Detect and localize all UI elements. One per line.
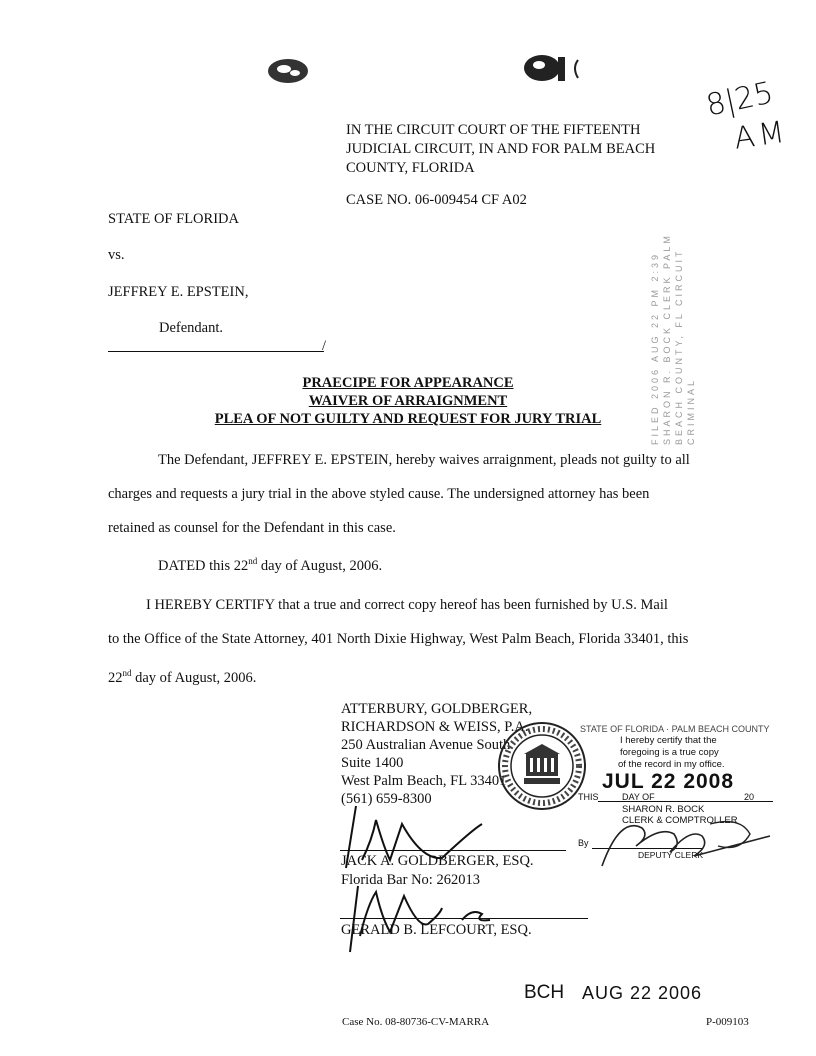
cert-date-end: day of August, 2006. — [131, 669, 257, 686]
attorney-bar-number: Florida Bar No: 262013 — [341, 872, 480, 888]
stamp-clerk-title: CLERK & COMPTROLLER — [622, 815, 738, 826]
stamp-by-label: By — [578, 838, 589, 848]
plaintiff-name: STATE OF FLORIDA — [108, 211, 239, 227]
firm-address: 250 Australian Avenue South — [341, 737, 511, 753]
firm-phone: (561) 659-8300 — [341, 791, 432, 807]
title-praecipe: PRAECIPE FOR APPEARANCE — [302, 375, 514, 391]
certificate-line-date — [108, 656, 728, 695]
certificate-line: I HEREBY CERTIFY that a true and correct copy hereof has been furnished by U.S. Mail — [146, 597, 668, 613]
caption-rule — [108, 351, 324, 352]
dated-line — [158, 556, 382, 575]
paragraph-line: charges and requests a jury trial in the above styled cause. The undersigned attorney has been — [108, 486, 650, 502]
dated-sup: nd — [248, 556, 258, 566]
certificate-line: to the Office of the State Attorney, 401 North Dixie Highway, West Palm Beach, Florida 33401, this — [108, 631, 689, 647]
stamp-clerk-name: SHARON R. BOCK — [622, 804, 705, 815]
case-number: CASE NO. 06-009454 CF A02 — [346, 192, 527, 208]
versus-label: vs. — [108, 247, 125, 263]
received-initials: BCH — [524, 982, 565, 1003]
title-waiver: WAIVER OF ARRAIGNMENT — [308, 393, 508, 409]
attorney-name-1: JACK A. GOLDBERGER, ESQ. — [341, 853, 534, 869]
attorney-signature-2 — [332, 874, 512, 954]
signature-rule-2 — [340, 918, 588, 919]
firm-suite: Suite 1400 — [341, 755, 404, 771]
attorney-name-2: GERALD B. LEFCOURT, ESQ. — [341, 922, 532, 938]
clerk-signature — [590, 806, 780, 876]
paragraph-waiver — [108, 443, 718, 545]
cert-date-sup: nd — [122, 668, 132, 678]
handwritten-annotation-date: 8|25 — [703, 75, 777, 124]
certified-copy-stamp — [580, 723, 770, 771]
stamp-this-label: THIS — [578, 792, 599, 802]
stamp-day-of: DAY OF — [622, 792, 655, 802]
paragraph-line: retained as counsel for the Defendant in this case. — [108, 520, 396, 536]
defendant-label: Defendant. — [159, 320, 224, 336]
stamp-line2: foregoing is a true copy — [620, 747, 719, 758]
stamp-state: STATE OF FLORIDA · PALM BEACH COUNTY — [580, 724, 770, 734]
footer-page-id: P-009103 — [706, 1016, 749, 1028]
dated-text-end: day of August, 2006. — [257, 557, 383, 574]
smudge-mark-right — [522, 52, 590, 84]
smudge-mark-left — [266, 56, 312, 86]
court-seal — [496, 720, 588, 812]
firm-name-line1: ATTERBURY, GOLDBERGER, — [341, 701, 533, 717]
title-plea: PLEA OF NOT GUILTY AND REQUEST FOR JURY TRIAL — [214, 411, 602, 427]
certificate-of-service — [108, 588, 728, 695]
footer-case-number: Case No. 08-80736-CV-MARRA — [342, 1016, 490, 1028]
stamp-line3: of the record in my office. — [618, 759, 725, 770]
filed-stamp: FILED 2006 AUG 22 PM 2:39 SHARON R. BOCK CLERK PALM BEACH COUNTY, FL CIRCUIT CRIMINAL — [650, 233, 696, 445]
cert-date-text: 22 — [108, 669, 123, 686]
court-heading-line3: COUNTY, FLORIDA — [346, 160, 475, 176]
handwritten-annotation-am: AM — [731, 114, 791, 157]
court-heading-line2: JUDICIAL CIRCUIT, IN AND FOR PALM BEACH — [346, 141, 656, 157]
caption-slash: / — [322, 338, 327, 354]
stamp-deputy: DEPUTY CLERK — [638, 850, 704, 860]
stamp-year: 20 — [744, 792, 755, 802]
stamp-line1: I hereby certify that the — [620, 735, 717, 746]
court-heading — [346, 121, 655, 178]
firm-city: West Palm Beach, FL 33401 — [341, 773, 507, 789]
paragraph-line: The Defendant, JEFFREY E. EPSTEIN, hereby waives arraignment, pleads not guilty to all — [158, 452, 690, 468]
firm-name-line2: RICHARDSON & WEISS, P.A. — [341, 719, 529, 735]
signature-rule-1 — [340, 850, 566, 851]
dated-text: DATED this 22 — [158, 557, 249, 574]
stamp-date: JUL 22 2008 — [602, 770, 735, 793]
court-heading-line1: IN THE CIRCUIT COURT OF THE FIFTEENTH — [346, 122, 641, 138]
received-date: AUG 22 2006 — [582, 983, 703, 1003]
defendant-name: JEFFREY E. EPSTEIN, — [108, 284, 249, 300]
